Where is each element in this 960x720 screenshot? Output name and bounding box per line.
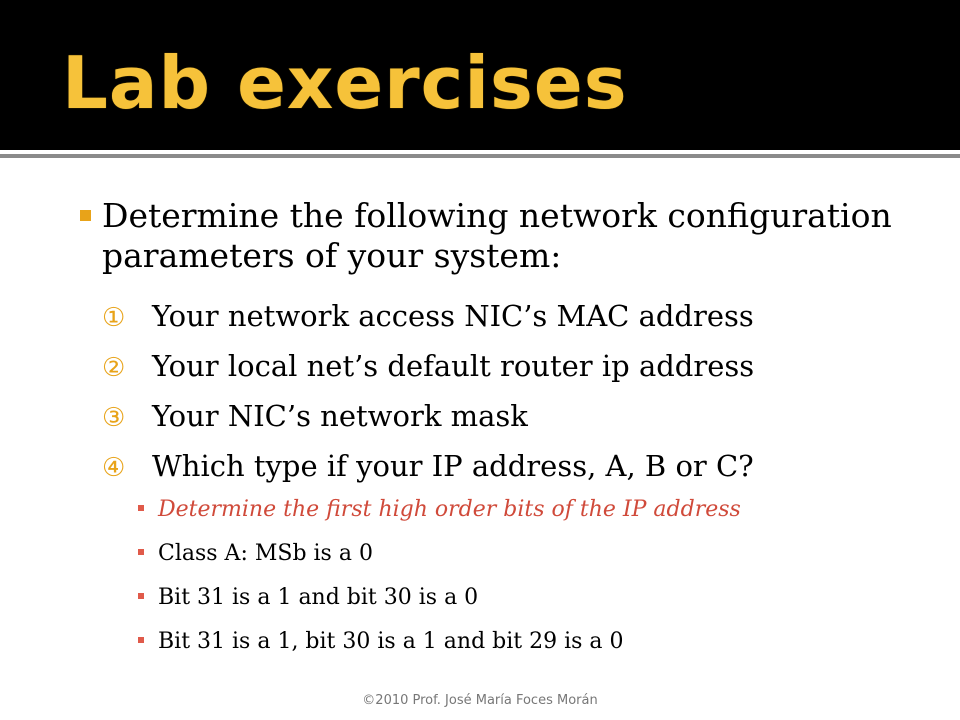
circled-number-4-icon: ④ [102,453,126,483]
sub-item [138,580,938,616]
circled-number-2-icon: ② [102,353,126,383]
square-bullet-icon [80,210,91,221]
sub-item-text: Bit 31 is a 1 and bit 30 is a 0 [158,585,479,610]
sub-item-text: Bit 31 is a 1, bit 30 is a 1 and bit 29 is a 0 [158,629,624,654]
small-square-bullet-icon [138,549,144,555]
small-square-bullet-icon [138,505,144,511]
circled-number-3-icon: ③ [102,403,126,433]
slide-title: Lab exercises [62,41,628,125]
footer-copyright: ©2010 Prof. José María Foces Morán [362,693,598,708]
small-square-bullet-icon [138,637,144,643]
circled-number-1-icon: ① [102,303,126,333]
small-square-bullet-icon [138,593,144,599]
sub-item [138,536,938,572]
sub-item-text: Class A: MSb is a 0 [158,541,373,566]
list-item-text: Your network access NIC’s MAC address [152,299,754,333]
list-item [102,344,922,388]
sub-item [138,492,938,528]
list-item-text: Which type if your IP address, A, B or C? [152,449,754,483]
title-bar [0,0,960,150]
list-item [102,444,922,488]
list-item-text: Your local net’s default router ip address [152,349,755,383]
list-item [102,294,922,338]
main-bullet: Determine the following network configuration parameters of your system: [102,196,892,275]
sub-item-text: Determine the first high order bits of the IP address [158,497,741,522]
sub-item [138,624,938,660]
list-item-text: Your NIC’s network mask [152,399,528,433]
list-item [102,394,922,438]
